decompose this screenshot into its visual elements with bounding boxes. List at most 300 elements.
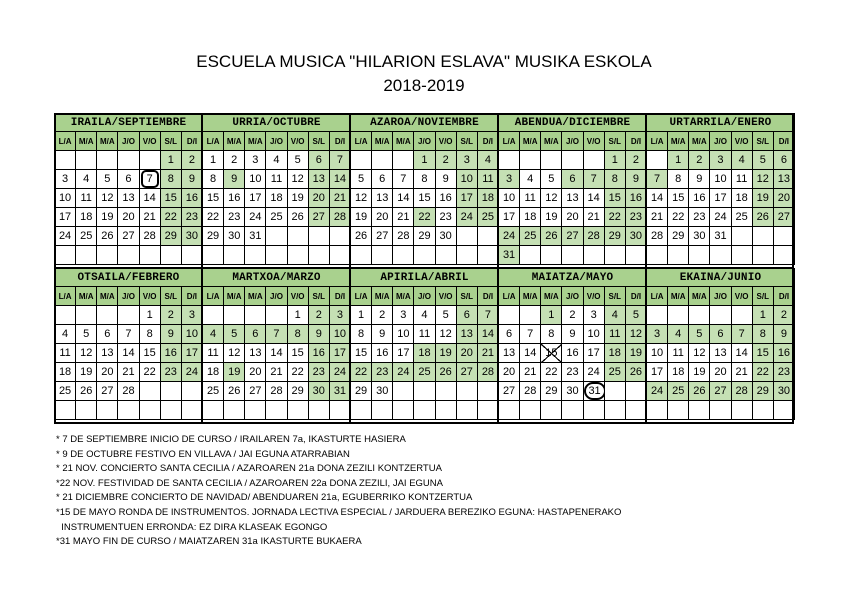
day-cell: 17	[647, 363, 668, 382]
weekday-header: M/A	[76, 132, 97, 151]
day-cell: 14	[583, 189, 604, 208]
day-cell: 4	[731, 151, 752, 170]
empty-cell	[287, 246, 308, 265]
calendar-notes	[56, 433, 816, 550]
day-cell: 8	[139, 325, 160, 344]
day-cell: 21	[477, 344, 498, 363]
day-cell: 5	[76, 325, 97, 344]
day-cell: 18	[414, 344, 435, 363]
day-cell: 16	[562, 344, 583, 363]
empty-cell	[97, 246, 118, 265]
day-cell: 20	[118, 208, 139, 227]
empty-cell	[668, 401, 689, 420]
empty-cell	[752, 401, 773, 420]
month-name: AZAROA/NOVIEMBRE	[351, 114, 499, 132]
empty-cell	[456, 227, 477, 246]
empty-cell	[308, 227, 329, 246]
day-cell: 26	[287, 208, 308, 227]
day-cell: 6	[308, 151, 329, 170]
day-cell: 22	[414, 208, 435, 227]
day-cell: 1	[351, 306, 372, 325]
day-cell: 27	[773, 208, 794, 227]
empty-cell	[287, 227, 308, 246]
day-cell: 12	[435, 325, 456, 344]
empty-cell	[224, 401, 245, 420]
day-cell: 15	[414, 189, 435, 208]
day-cell: 6	[562, 170, 583, 189]
day-cell: 2	[689, 151, 710, 170]
day-cell: 18	[604, 344, 625, 363]
day-cell: 30	[224, 227, 245, 246]
day-cell: 18	[76, 208, 97, 227]
day-cell: 30	[625, 227, 646, 246]
weekday-header: S/L	[160, 132, 181, 151]
day-cell: 22	[668, 208, 689, 227]
day-cell: 22	[604, 208, 625, 227]
day-cell: 2	[224, 151, 245, 170]
day-cell: 18	[477, 189, 498, 208]
day-cell: 29	[668, 227, 689, 246]
weekday-header: D/I	[625, 132, 646, 151]
day-cell: 24	[329, 363, 350, 382]
empty-cell	[435, 246, 456, 265]
empty-cell	[266, 227, 287, 246]
empty-cell	[203, 401, 224, 420]
day-cell: 17	[245, 189, 266, 208]
day-cell: 17	[583, 344, 604, 363]
day-cell: 17	[393, 344, 414, 363]
weekday-header: M/A	[668, 132, 689, 151]
weekday-header: J/O	[562, 132, 583, 151]
weekday-header: L/A	[55, 132, 76, 151]
day-cell: 10	[710, 170, 731, 189]
empty-cell	[731, 401, 752, 420]
day-cell: 10	[583, 325, 604, 344]
day-cell: 24	[55, 227, 76, 246]
day-cell: 9	[562, 325, 583, 344]
weekday-header: D/I	[477, 132, 498, 151]
weekday-header: V/O	[731, 132, 752, 151]
day-cell: 26	[689, 382, 710, 401]
month-name: MAIATZA/MAYO	[499, 269, 647, 287]
day-cell: 13	[773, 170, 794, 189]
day-cell: 19	[625, 344, 646, 363]
month-name: EKAINA/JUNIO	[647, 269, 795, 287]
day-cell: 20	[773, 189, 794, 208]
day-cell: 7	[329, 151, 350, 170]
day-cell: 1	[604, 151, 625, 170]
empty-cell	[520, 401, 541, 420]
day-cell: 7	[266, 325, 287, 344]
day-cell: 30	[372, 382, 393, 401]
day-cell: 9	[689, 170, 710, 189]
empty-cell	[604, 382, 625, 401]
day-cell: 6	[456, 306, 477, 325]
empty-cell	[414, 382, 435, 401]
day-cell: 14	[139, 189, 160, 208]
note-line: * 21 NOV. CONCIERTO SANTA CECILIA / AZAROAREN 21a DONA ZEZILI KONTZERTUA	[56, 463, 442, 475]
day-cell: 3	[456, 151, 477, 170]
day-cell: 6	[245, 325, 266, 344]
day-cell: 10	[55, 189, 76, 208]
empty-cell	[266, 401, 287, 420]
weekday-header: V/O	[435, 287, 456, 306]
day-cell: 31	[710, 227, 731, 246]
empty-cell	[668, 306, 689, 325]
day-cell: 25	[76, 227, 97, 246]
day-cell: 18	[731, 189, 752, 208]
day-cell: 29	[287, 382, 308, 401]
day-cell: 31	[499, 246, 520, 265]
empty-cell	[393, 382, 414, 401]
day-cell: 22	[139, 363, 160, 382]
day-cell: 7	[520, 325, 541, 344]
day-cell: 21	[647, 208, 668, 227]
month-calendar	[202, 113, 351, 265]
day-cell: 28	[477, 363, 498, 382]
day-cell: 27	[245, 382, 266, 401]
weekday-header: D/I	[477, 287, 498, 306]
day-cell: 9	[625, 170, 646, 189]
note-line: *22 NOV. FESTIVIDAD DE SANTA CECILIA / AZAROAREN 22a DONA ZEZILI, JAI EGUNA	[56, 477, 443, 489]
empty-cell	[647, 306, 668, 325]
day-cell: 10	[456, 170, 477, 189]
day-cell: 26	[625, 363, 646, 382]
weekday-header: J/O	[414, 132, 435, 151]
empty-cell	[647, 401, 668, 420]
weekday-header: S/L	[160, 287, 181, 306]
day-cell: 7	[477, 306, 498, 325]
weekday-header: J/O	[710, 132, 731, 151]
day-cell: 11	[414, 325, 435, 344]
day-cell: 15	[752, 344, 773, 363]
weekday-header: D/I	[181, 132, 202, 151]
day-cell: 28	[266, 382, 287, 401]
day-cell: 3	[710, 151, 731, 170]
weekday-header: M/A	[689, 132, 710, 151]
day-cell: 17	[499, 208, 520, 227]
day-cell: 10	[499, 189, 520, 208]
note-line: INSTRUMENTUEN ERRONDA: EZ DIRA KLASEAK EGONGO	[56, 521, 328, 533]
day-cell: 27	[118, 227, 139, 246]
day-cell: 9	[160, 325, 181, 344]
weekday-header: M/A	[668, 287, 689, 306]
weekday-header: S/L	[456, 287, 477, 306]
weekday-header: D/I	[625, 287, 646, 306]
circled-day: 31	[584, 382, 605, 400]
day-cell: 24	[181, 363, 202, 382]
month-name: OTSAILA/FEBRERO	[55, 269, 203, 287]
weekday-header: J/O	[266, 132, 287, 151]
month-calendar	[202, 268, 351, 420]
empty-cell	[181, 401, 202, 420]
empty-cell	[773, 401, 794, 420]
day-cell: 30	[773, 382, 794, 401]
empty-cell	[604, 401, 625, 420]
empty-cell	[76, 401, 97, 420]
day-cell: 1	[287, 306, 308, 325]
weekday-header: L/A	[55, 287, 76, 306]
month-calendar	[498, 113, 647, 265]
empty-cell	[562, 151, 583, 170]
day-cell: 19	[541, 208, 562, 227]
day-cell: 8	[203, 170, 224, 189]
empty-cell	[520, 306, 541, 325]
note-line: * 7 DE SEPTIEMBRE INICIO DE CURSO / IRAILAREN 7a, IKASTURTE HASIERA	[56, 434, 406, 445]
empty-cell	[710, 401, 731, 420]
day-cell: 3	[181, 306, 202, 325]
day-cell: 26	[541, 227, 562, 246]
empty-cell	[203, 246, 224, 265]
day-cell: 23	[181, 208, 202, 227]
day-cell: 16	[372, 344, 393, 363]
day-cell: 21	[393, 208, 414, 227]
day-cell: 21	[520, 363, 541, 382]
note-line: * 21 DICIEMBRE CONCIERTO DE NAVIDAD/ ABENDUAREN 21a, EGUBERRIKO KONTZERTUA	[56, 492, 473, 504]
empty-cell	[477, 246, 498, 265]
day-cell: 27	[710, 382, 731, 401]
day-cell: 3	[647, 325, 668, 344]
empty-cell	[477, 227, 498, 246]
day-cell: 6	[97, 325, 118, 344]
day-cell: 23	[372, 363, 393, 382]
day-cell: 22	[160, 208, 181, 227]
note-line: *15 DE MAYO RONDA DE INSTRUMENTOS. JORNADA LECTIVA ESPECIAL / JARDUERA BEREZIKO EGUNA: HASTAPENERAKO	[56, 506, 622, 518]
empty-cell	[203, 306, 224, 325]
day-cell: 22	[752, 363, 773, 382]
day-cell: 25	[55, 382, 76, 401]
weekday-header: M/A	[245, 132, 266, 151]
day-cell: 16	[435, 189, 456, 208]
empty-cell	[181, 382, 202, 401]
empty-cell	[351, 401, 372, 420]
day-cell: 29	[541, 382, 562, 401]
empty-cell	[245, 246, 266, 265]
day-cell: 15	[541, 344, 562, 363]
day-cell: 22	[203, 208, 224, 227]
weekday-header: J/O	[414, 287, 435, 306]
day-cell: 19	[752, 189, 773, 208]
weekday-header: M/A	[76, 287, 97, 306]
empty-cell	[266, 306, 287, 325]
empty-cell	[55, 306, 76, 325]
empty-cell	[393, 246, 414, 265]
month-name: MARTXOA/MARZO	[203, 269, 351, 287]
day-cell: 19	[97, 208, 118, 227]
day-cell: 12	[224, 344, 245, 363]
empty-cell	[668, 246, 689, 265]
day-cell: 19	[689, 363, 710, 382]
weekday-header: L/A	[647, 132, 668, 151]
day-cell: 18	[668, 363, 689, 382]
empty-cell	[752, 227, 773, 246]
day-cell: 3	[55, 170, 76, 189]
weekday-header: S/L	[308, 132, 329, 151]
day-cell: 16	[308, 344, 329, 363]
day-cell: 29	[160, 227, 181, 246]
day-cell	[583, 382, 604, 401]
day-cell: 3	[583, 306, 604, 325]
day-cell: 25	[203, 382, 224, 401]
day-cell: 4	[266, 151, 287, 170]
weekday-header: M/A	[372, 132, 393, 151]
empty-cell	[266, 246, 287, 265]
day-cell: 21	[266, 363, 287, 382]
weekday-header: M/A	[393, 132, 414, 151]
day-cell: 4	[604, 306, 625, 325]
month-name: ABENDUA/DICIEMBRE	[499, 114, 647, 132]
day-cell: 25	[414, 363, 435, 382]
day-cell: 6	[499, 325, 520, 344]
day-cell: 8	[160, 170, 181, 189]
day-cell: 16	[224, 189, 245, 208]
day-cell: 23	[308, 363, 329, 382]
day-cell: 8	[668, 170, 689, 189]
day-cell: 11	[55, 344, 76, 363]
day-cell: 20	[308, 189, 329, 208]
month-name: URRIA/OCTUBRE	[203, 114, 351, 132]
empty-cell	[160, 382, 181, 401]
note-line: *31 MAYO FIN DE CURSO / MAIATZAREN 31a IKASTURTE BUKAERA	[56, 536, 362, 548]
empty-cell	[773, 246, 794, 265]
day-cell: 5	[351, 170, 372, 189]
day-cell: 17	[456, 189, 477, 208]
weekday-header: M/A	[372, 287, 393, 306]
day-cell: 21	[329, 189, 350, 208]
day-cell: 1	[160, 151, 181, 170]
day-cell: 26	[351, 227, 372, 246]
day-cell: 27	[372, 227, 393, 246]
day-cell: 2	[308, 306, 329, 325]
empty-cell	[329, 401, 350, 420]
day-cell: 18	[203, 363, 224, 382]
day-cell: 13	[245, 344, 266, 363]
weekday-header: S/L	[752, 132, 773, 151]
weekday-header: V/O	[139, 132, 160, 151]
empty-cell	[393, 151, 414, 170]
month-calendar	[646, 268, 795, 420]
weekday-header: V/O	[731, 287, 752, 306]
day-cell: 14	[393, 189, 414, 208]
day-cell: 8	[752, 325, 773, 344]
day-cell: 7	[647, 170, 668, 189]
day-cell: 11	[668, 344, 689, 363]
day-cell: 28	[329, 208, 350, 227]
day-cell: 16	[625, 189, 646, 208]
day-cell: 1	[203, 151, 224, 170]
day-cell: 10	[181, 325, 202, 344]
day-cell: 12	[625, 325, 646, 344]
day-cell: 8	[604, 170, 625, 189]
day-cell: 20	[97, 363, 118, 382]
empty-cell	[76, 306, 97, 325]
day-cell: 7	[583, 170, 604, 189]
empty-cell	[520, 151, 541, 170]
weekday-header: J/O	[118, 132, 139, 151]
day-cell: 12	[287, 170, 308, 189]
day-cell: 19	[435, 344, 456, 363]
weekday-header: M/A	[97, 132, 118, 151]
day-cell: 30	[689, 227, 710, 246]
day-cell: 5	[752, 151, 773, 170]
school-year: 2018-2019	[383, 76, 465, 95]
empty-cell	[351, 246, 372, 265]
weekday-header: S/L	[604, 287, 625, 306]
day-cell: 2	[562, 306, 583, 325]
weekday-header: V/O	[139, 287, 160, 306]
day-cell: 11	[731, 170, 752, 189]
weekday-header: D/I	[181, 287, 202, 306]
empty-cell	[308, 401, 329, 420]
month-name: APIRILA/ABRIL	[351, 269, 499, 287]
day-cell: 1	[752, 306, 773, 325]
day-cell: 28	[139, 227, 160, 246]
weekday-header: D/I	[773, 287, 794, 306]
empty-cell	[456, 246, 477, 265]
day-cell: 28	[393, 227, 414, 246]
day-cell: 11	[203, 344, 224, 363]
weekday-header: V/O	[287, 287, 308, 306]
day-cell: 29	[351, 382, 372, 401]
empty-cell	[245, 401, 266, 420]
day-cell: 13	[372, 189, 393, 208]
day-cell: 17	[181, 344, 202, 363]
day-cell: 13	[710, 344, 731, 363]
empty-cell	[520, 246, 541, 265]
weekday-header: V/O	[583, 287, 604, 306]
day-cell: 15	[160, 189, 181, 208]
weekday-header: M/A	[224, 287, 245, 306]
day-cell: 2	[181, 151, 202, 170]
weekday-header: M/A	[245, 287, 266, 306]
empty-cell	[710, 306, 731, 325]
day-cell: 4	[520, 170, 541, 189]
day-cell: 18	[520, 208, 541, 227]
day-cell: 8	[414, 170, 435, 189]
day-cell: 14	[329, 170, 350, 189]
day-cell: 26	[752, 208, 773, 227]
empty-cell	[456, 382, 477, 401]
empty-cell	[541, 401, 562, 420]
day-cell: 4	[668, 325, 689, 344]
month-calendar	[350, 113, 499, 265]
day-cell: 21	[731, 363, 752, 382]
empty-cell	[499, 401, 520, 420]
day-cell: 7	[393, 170, 414, 189]
day-cell: 12	[689, 344, 710, 363]
day-cell: 16	[773, 344, 794, 363]
day-cell: 6	[372, 170, 393, 189]
weekday-header: M/A	[541, 287, 562, 306]
day-cell: 23	[562, 363, 583, 382]
day-cell: 14	[520, 344, 541, 363]
empty-cell	[435, 401, 456, 420]
weekday-header: M/A	[520, 132, 541, 151]
day-cell: 30	[308, 382, 329, 401]
empty-cell	[118, 246, 139, 265]
empty-cell	[118, 306, 139, 325]
day-cell: 19	[287, 189, 308, 208]
day-cell: 14	[731, 344, 752, 363]
day-cell: 16	[689, 189, 710, 208]
empty-cell	[118, 151, 139, 170]
day-cell: 18	[55, 363, 76, 382]
day-cell: 27	[308, 208, 329, 227]
empty-cell	[625, 246, 646, 265]
day-cell: 5	[224, 325, 245, 344]
day-cell: 20	[245, 363, 266, 382]
empty-cell	[477, 401, 498, 420]
